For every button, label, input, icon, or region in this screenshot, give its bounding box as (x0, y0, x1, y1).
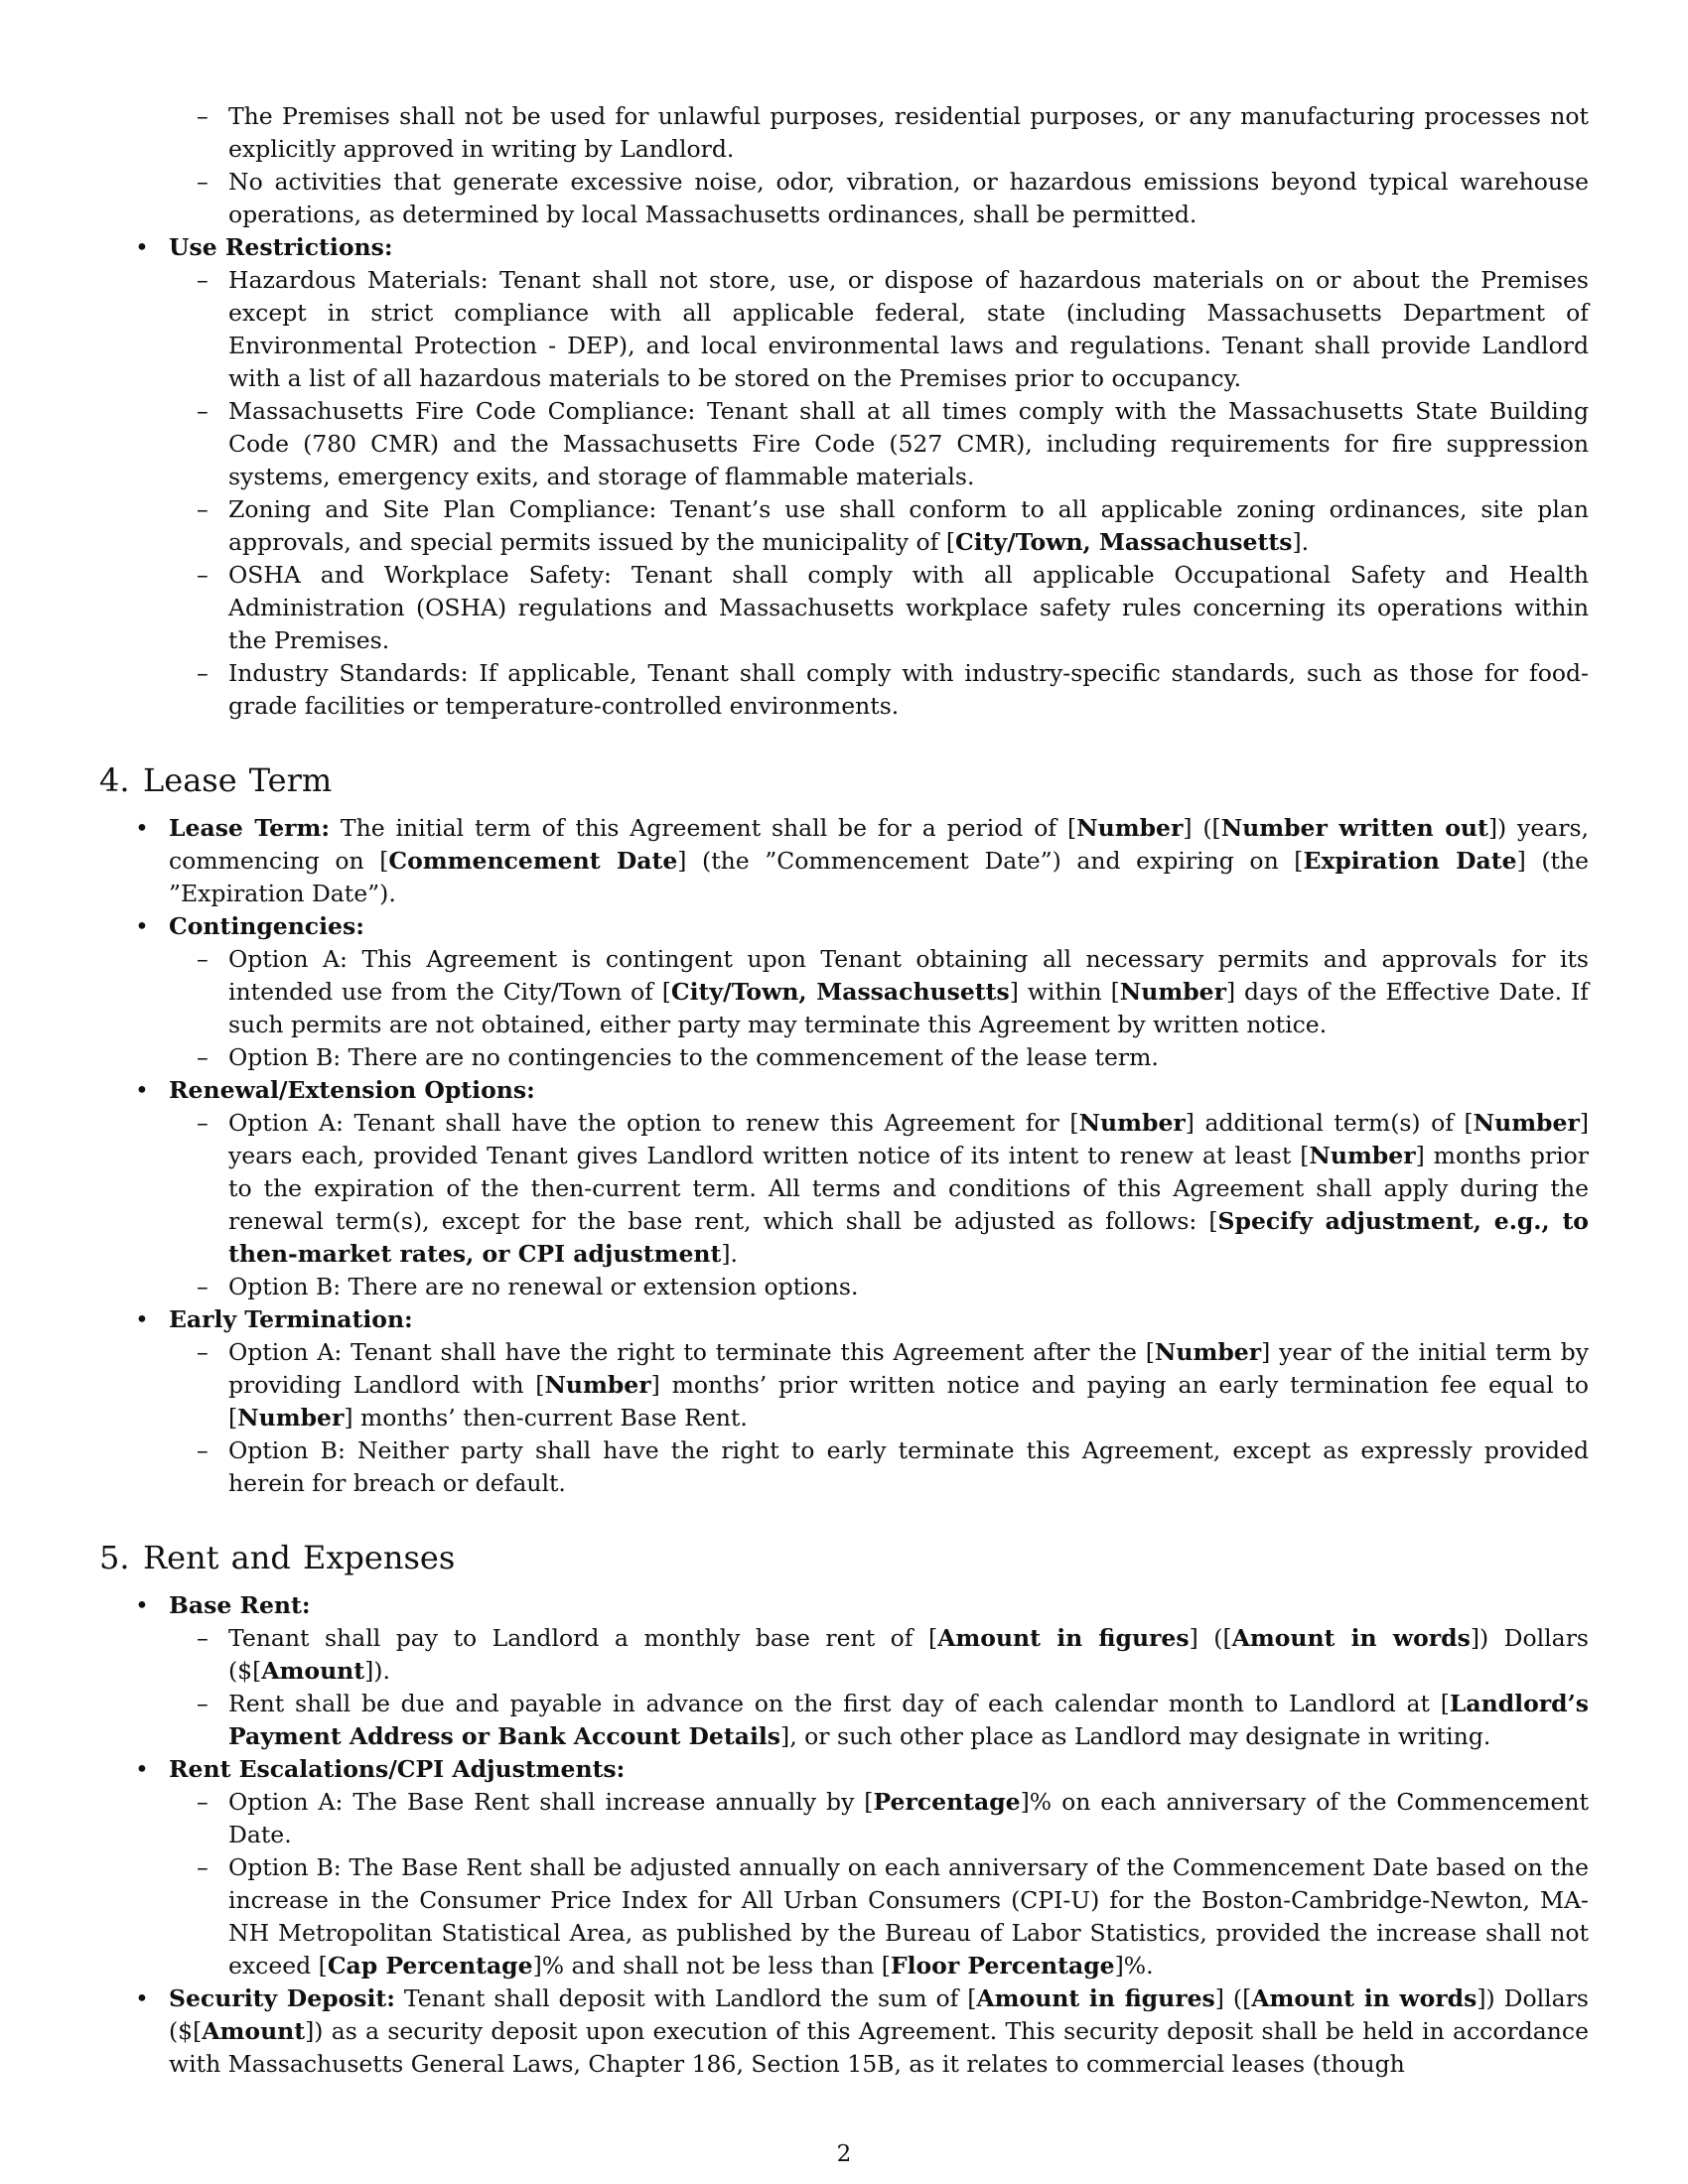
dash-marker: – (197, 168, 209, 196)
dash-marker: – (197, 945, 209, 973)
list-item: – Option A: Tenant shall have the option to renew this Agreement for [Number] additional term(s) of [Number] years each, provided Tenant gives Landlord written notice of its intent to renew at least [Number] months prior to the expiration of the then-current term. All terms and conditions of this Agreement shall apply during the renewal term(s), except for the base rent, which shall be adjusted as follows: [Specify adjustment, e.g., to then-market rates, or CPI adjustment]. (197, 1109, 1589, 1268)
list-item: – OSHA and Workplace Safety: Tenant shall comply with all applicable Occupational Safety and Health Administration (OSHA) regulations and Massachusetts workplace safety rules concerning its operations within the Premises. (197, 561, 1589, 654)
base-rent-item: • Base Rent: (99, 1589, 1589, 1622)
early-termination-item: • Early Termination: (99, 1303, 1589, 1336)
list-item: – Option B: The Base Rent shall be adjusted annually on each anniversary of the Commencement Date based on the increase in the Consumer Price Index for All Urban Consumers (CPI-U) for the Boston-Cambridge-Newton, MA-NH Metropolitan Statistical Area, as published by the Bureau of Labor Statistics, provided the increase shall not exceed [Cap Percentage]% and shall not be less than [Floor Percentage]%. (197, 1853, 1589, 1979)
list-item: – Massachusetts Fire Code Compliance: Tenant shall at all times comply with the Massachusetts State Building Code (780 CMR) and the Massachusetts Fire Code (527 CMR), including requirements for fire suppression systems, emergency exits, and storage of flammable materials. (197, 397, 1589, 490)
lease-term-item: • Lease Term: The initial term of this Agreement shall be for a period of [Number] ([Number written out]) years, commencing on [Commencement Date] (the ”Commencement Date”) and expiring on [Expiration Date] (the ”Expiration Date”). (135, 814, 1589, 907)
dash-marker: – (197, 1273, 209, 1300)
bullet-marker: • (135, 1755, 149, 1783)
dash-marker: – (197, 1436, 209, 1464)
bullet-marker: • (135, 912, 149, 940)
dash-marker: – (197, 495, 209, 523)
list-item: – Option B: Neither party shall have the right to early terminate this Agreement, except as expressly provided herein for breach or default. (197, 1436, 1589, 1497)
dash-marker: – (197, 1690, 209, 1717)
security-deposit-item: • Security Deposit: Tenant shall deposit with Landlord the sum of [Amount in figures] ([Amount in words]) Dollars ($[Amount]) as a security deposit upon execution of this Agreement. This security deposit shall be held in accordance with Massachusetts General Laws, Chapter 186, Section 15B, as it relates to commercial leases (though (135, 1984, 1589, 2078)
page-content (99, 100, 1589, 2081)
contingencies-item: • Contingencies: (99, 910, 1589, 943)
renewal-item: • Renewal/Extension Options: (99, 1074, 1589, 1107)
bullet-marker: • (135, 1591, 149, 1619)
list-item: – Option B: There are no contingencies to the commencement of the lease term. (99, 1041, 1589, 1074)
list-item: – Industry Standards: If applicable, Tenant shall comply with industry-specific standards, such as those for food-grade facilities or temperature-controlled environments. (197, 659, 1589, 720)
dash-marker: – (197, 1788, 209, 1816)
dash-marker: – (197, 561, 209, 589)
dash-marker: – (197, 1853, 209, 1881)
use-restrictions-heading: Use Restrictions: (169, 233, 393, 261)
page-number: 2 (836, 2141, 852, 2167)
bullet-marker: • (135, 233, 149, 261)
dash-marker: – (197, 659, 209, 687)
list-item: – Option A: Tenant shall have the right to terminate this Agreement after the [Number] year of the initial term by providing Landlord with [Number] months’ prior written notice and paying an early termination fee equal to [Number] months’ then-current Base Rent. (197, 1338, 1590, 1432)
dash-marker: – (197, 397, 209, 425)
list-item: – The Premises shall not be used for unlawful purposes, residential purposes, or any manufacturing processes not explicitly approved in writing by Landlord. (197, 102, 1589, 163)
bullet-marker: • (135, 1076, 149, 1104)
list-item: – No activities that generate excessive noise, odor, vibration, or hazardous emissions beyond typical warehouse operations, as determined by local Massachusetts ordinances, shall be permitted. (197, 168, 1589, 228)
list-item: – Option A: The Base Rent shall increase annually by [Percentage]% on each anniversary of the Commencement Date. (197, 1788, 1589, 1848)
bullet-marker: • (135, 1984, 149, 2012)
dash-marker: – (197, 1338, 209, 1366)
bullet-marker: • (135, 814, 149, 842)
dash-marker: – (197, 1109, 209, 1137)
list-item: – Rent shall be due and payable in advance on the first day of each calendar month to Landlord at [Landlord’s Payment Address or Bank Account Details], or such other place as Landlord may designate in writing. (197, 1690, 1589, 1750)
list-item: – Option B: There are no renewal or extension options. (99, 1271, 1589, 1303)
dash-marker: – (197, 1043, 209, 1071)
dash-marker: – (197, 102, 209, 130)
dash-marker: – (197, 266, 209, 294)
bullet-marker: • (135, 1305, 149, 1333)
dash-marker: – (197, 1624, 209, 1652)
section-4-heading: 4. Lease Term (99, 761, 333, 799)
use-restrictions-item (99, 231, 1589, 264)
section-5-heading: 5. Rent and Expenses (99, 1539, 456, 1576)
list-item: – Option A: This Agreement is contingent upon Tenant obtaining all necessary permits and approvals for its intended use from the City/Town of [City/Town, Massachusetts] within [Number] days of the Effective Date. If such permits are not obtained, either party may terminate this Agreement by written notice. (197, 945, 1589, 1038)
rent-escalations-item: • Rent Escalations/CPI Adjustments: (99, 1753, 1589, 1786)
list-item: – Zoning and Site Plan Compliance: Tenant’s use shall conform to all applicable zoning ordinances, site plan approvals, and special permits issued by the municipality of [City/Town, Massachusetts]. (197, 495, 1589, 556)
list-item: – Hazardous Materials: Tenant shall not store, use, or dispose of hazardous materials on or about the Premises except in strict compliance with all applicable federal, state (including Massachusetts Department of Environmental Protection - DEP), and local environmental laws and regulations. Tenant shall provide Landlord with a list of all hazardous materials to be stored on the Premises prior to occupancy. (197, 266, 1589, 392)
list-item: – Tenant shall pay to Landlord a monthly base rent of [Amount in figures] ([Amount in words]) Dollars ($[Amount]). (197, 1624, 1589, 1685)
